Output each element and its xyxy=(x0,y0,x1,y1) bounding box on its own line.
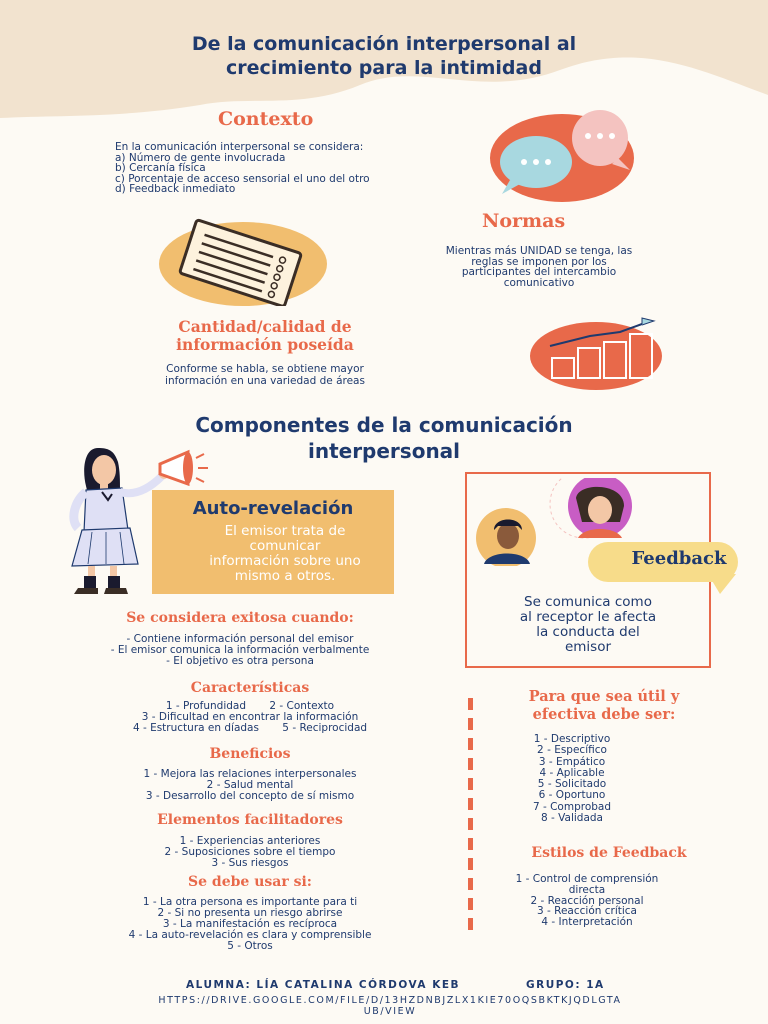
auto-revelacion-line: mismo a otros. xyxy=(234,568,336,584)
exitosa-heading: Se considera exitosa cuando: xyxy=(126,610,354,626)
caracteristicas-line: 3 - Dificultad en encontrar la información xyxy=(141,711,359,723)
util-line: 4 - Aplicable xyxy=(539,766,605,779)
util-heading-line-1: Para que sea útil y xyxy=(528,688,680,705)
cantidad-heading-line-2: información poseída xyxy=(176,335,354,354)
util-list xyxy=(484,734,660,824)
beneficios-line: 2 - Salud mental xyxy=(206,779,294,791)
footer-url-line-1[interactable]: HTTPS://DRIVE.GOOGLE.COM/FILE/D/13HZDNBJZLX1KIE70OQSBKTKJQDLGTA xyxy=(158,995,622,1006)
util-line: 5 - Solicitado xyxy=(537,778,607,791)
util-line: 8 - Validada xyxy=(541,812,603,825)
title-line-2: crecimiento para la intimidad xyxy=(226,57,542,79)
bubble-tail-icon xyxy=(708,574,738,598)
facilitadores-line: 3 - Sus riesgos xyxy=(211,857,289,869)
usar-si-line: 5 - Otros xyxy=(227,940,273,952)
title-line-1: De la comunicación interpersonal al xyxy=(191,33,577,55)
checklist-icon xyxy=(158,218,328,306)
usar-si-list xyxy=(40,897,460,952)
exitosa-line: - El emisor comunica la información verbalmente xyxy=(110,644,370,656)
auto-revelacion-line: información sobre uno xyxy=(209,553,361,569)
auto-revelacion-text xyxy=(196,524,374,584)
auto-revelacion-line: El emisor trata de xyxy=(224,523,346,539)
auto-revelacion-heading: Auto-revelación xyxy=(192,498,354,519)
normas-heading: Normas xyxy=(482,210,566,232)
normas-text xyxy=(396,246,682,288)
contexto-line: a) Número de gente involucrada xyxy=(115,151,286,164)
cantidad-heading-line-1: Cantidad/calidad de xyxy=(178,317,352,336)
cantidad-line: información en una variedad de áreas xyxy=(165,375,365,387)
cantidad-line: Conforme se habla, se obtiene mayor xyxy=(166,363,364,375)
util-line: 3 - Empático xyxy=(538,755,606,768)
contexto-line: b) Cercanía física xyxy=(115,162,206,174)
estilos-heading: Estilos de Feedback xyxy=(531,845,687,861)
caracteristicas-list xyxy=(40,701,460,734)
caracteristicas-line: 1 - Profundidad 2 - Contexto xyxy=(165,700,335,712)
facilitadores-line: 2 - Suposiciones sobre el tiempo xyxy=(164,846,336,858)
auto-revelacion-line: comunicar xyxy=(249,538,321,554)
feedback-line: la conducta del xyxy=(536,624,640,640)
beneficios-heading: Beneficios xyxy=(209,746,291,762)
usar-si-heading: Se debe usar si: xyxy=(188,874,312,890)
contexto-line: c) Porcentaje de acceso sensorial el uno del otro xyxy=(115,172,370,185)
contexto-line: d) Feedback inmediato xyxy=(115,183,236,195)
util-line: 2 - Específico xyxy=(537,744,607,757)
beneficios-list xyxy=(40,769,460,802)
feedback-line: al receptor le afecta xyxy=(519,609,657,625)
util-heading-line-2: efectiva debe ser: xyxy=(532,706,676,723)
beneficios-line: 1 - Mejora las relaciones interpersonales xyxy=(143,768,357,780)
footer-student: ALUMNA: LÍA CATALINA CÓRDOVA KEB xyxy=(186,979,461,991)
cantidad-text xyxy=(120,363,410,387)
beneficios-line: 3 - Desarrollo del concepto de sí mismo xyxy=(145,790,355,802)
usar-si-line: 1 - La otra persona es importante para ti xyxy=(142,896,358,908)
estilos-list xyxy=(484,874,690,928)
estilos-line: 3 - Reacción crítica xyxy=(537,905,637,918)
util-line: 1 - Descriptivo xyxy=(533,733,611,745)
chat-bubbles-icon xyxy=(490,108,640,203)
contexto-list xyxy=(115,142,370,195)
facilitadores-list xyxy=(40,836,460,869)
usar-si-line: 4 - La auto-revelación es clara y comprensible xyxy=(128,929,372,941)
feedback-line: Se comunica como xyxy=(524,594,652,610)
normas-line: comunicativo xyxy=(503,276,575,289)
estilos-line: directa xyxy=(568,883,606,896)
exitosa-line: - Contiene información personal del emisor xyxy=(126,633,354,645)
facilitadores-heading: Elementos facilitadores xyxy=(157,812,343,828)
exitosa-list xyxy=(20,634,460,667)
componentes-line-1: Componentes de la comunicación xyxy=(195,413,573,437)
contexto-heading: Contexto xyxy=(218,108,314,130)
util-heading xyxy=(484,688,724,724)
cantidad-heading xyxy=(130,318,400,354)
growth-chart-icon xyxy=(530,316,670,390)
dashed-divider xyxy=(468,698,473,936)
normas-line: Mientras más UNIDAD se tenga, las xyxy=(445,245,633,257)
estilos-line: 1 - Control de comprensión xyxy=(515,873,659,885)
estilos-line: 4 - Interpretación xyxy=(541,916,633,929)
usar-si-line: 2 - Si no presenta un riesgo abrirse xyxy=(157,907,343,919)
feedback-heading: Feedback xyxy=(631,548,727,569)
footer-url[interactable] xyxy=(60,995,720,1017)
facilitadores-line: 1 - Experiencias anteriores xyxy=(179,835,321,847)
page-title xyxy=(60,32,708,80)
estilos-line: 2 - Reacción personal xyxy=(530,894,644,907)
util-line: 7 - Comprobad xyxy=(532,800,612,813)
usar-si-line: 3 - La manifestación es recíproca xyxy=(162,918,338,930)
feedback-line: emisor xyxy=(564,639,612,655)
caracteristicas-heading: Características xyxy=(190,680,310,696)
contexto-line: En la comunicación interpersonal se considera: xyxy=(115,141,364,153)
footer-group: GRUPO: 1A xyxy=(526,979,605,991)
caracteristicas-line: 4 - Estructura en díadas 5 - Reciprocidad xyxy=(132,722,368,734)
componentes-line-2: interpersonal xyxy=(307,439,461,463)
feedback-text xyxy=(470,595,706,655)
util-line: 6 - Oportuno xyxy=(538,789,606,802)
normas-line: participantes del intercambio xyxy=(461,266,617,278)
normas-line: reglas se imponen por los xyxy=(471,255,607,268)
footer-url-line-2[interactable]: UB/VIEW xyxy=(363,1006,417,1017)
exitosa-line: - El objetivo es otra persona xyxy=(166,655,314,667)
